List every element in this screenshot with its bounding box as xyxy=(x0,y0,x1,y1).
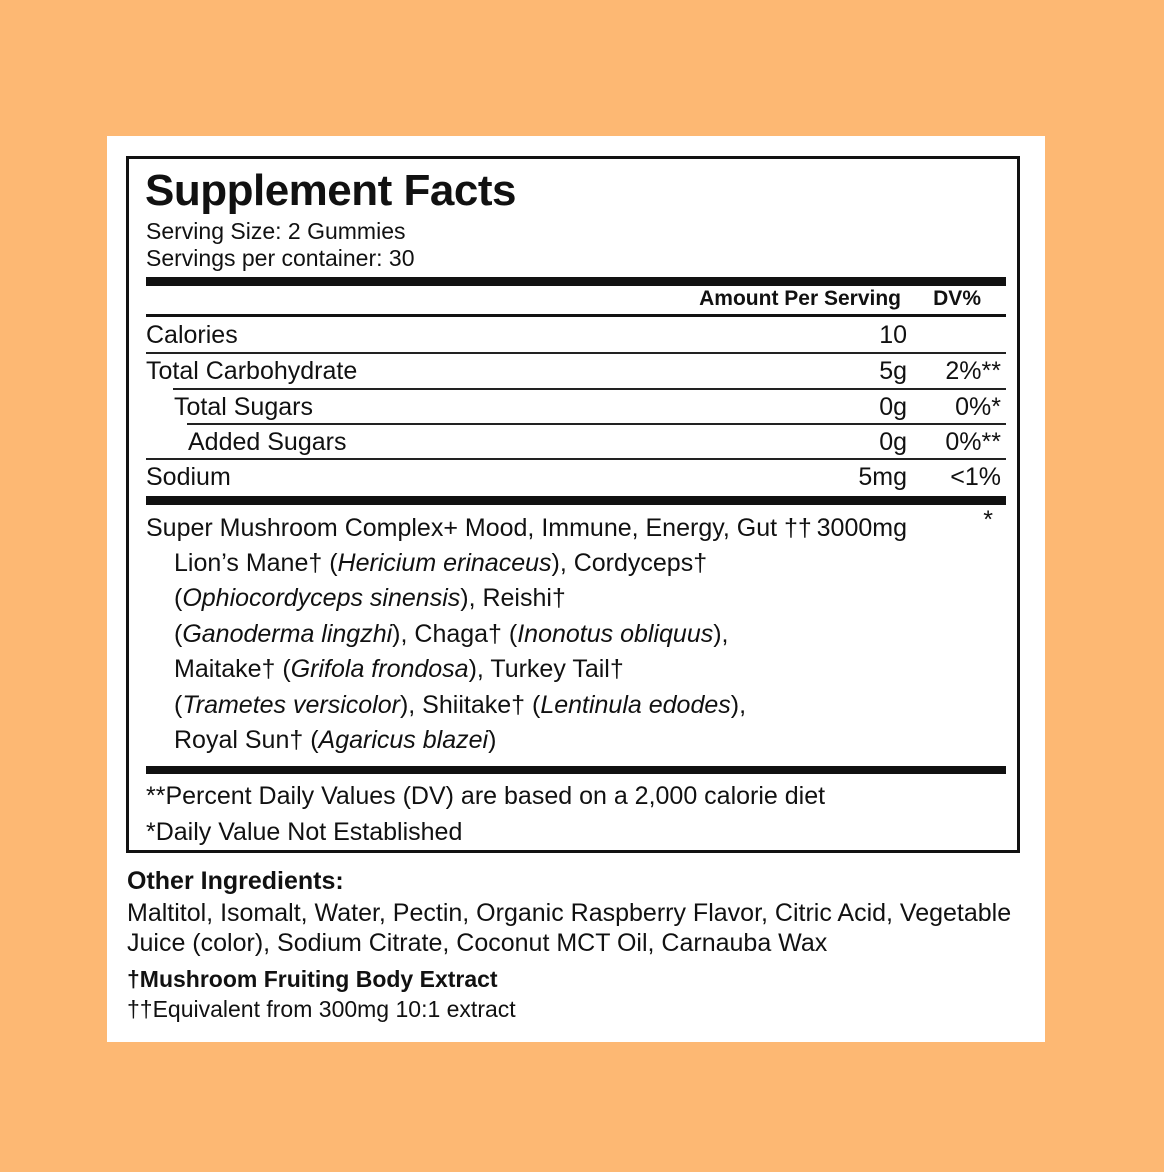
header-dv: DV% xyxy=(933,287,981,310)
other-ingredients-text: Maltitol, Isomalt, Water, Pectin, Organic Raspberry Flavor, Citric Acid, Vegetable Juice (color), Sodium Citrate, Coconut MCT Oil, Carnauba Wax xyxy=(127,899,1012,957)
not-established-footnote: *Daily Value Not Established xyxy=(146,818,463,846)
nutrient-row-total-sugars xyxy=(129,390,1023,424)
dagger-note: †Mushroom Fruiting Body Extract xyxy=(127,966,498,992)
other-ingredients-title: Other Ingredients: xyxy=(127,867,344,895)
blend-ingredient-line: (Ophiocordyceps sinensis), Reishi† xyxy=(174,584,566,612)
nutrient-row-calories xyxy=(129,318,1023,352)
blend-ingredient-line: (Trametes versicolor), Shiitake† (Lentinula edodes), xyxy=(174,691,747,719)
serving-size: Serving Size: 2 Gummies xyxy=(146,218,406,244)
blend-dv: * xyxy=(983,506,993,534)
nutrient-dv: 2%** xyxy=(945,357,1001,385)
nutrient-name: Total Carbohydrate xyxy=(146,357,358,385)
nutrient-row-added-sugars xyxy=(129,425,1023,459)
supplement-label xyxy=(107,136,1045,1042)
nutrient-name: Calories xyxy=(146,321,238,349)
nutrient-row-sodium xyxy=(129,460,1023,494)
nutrient-amount: 0g xyxy=(879,428,907,456)
blend-ingredient-line: Maitake† (Grifola frondosa), Turkey Tail† xyxy=(174,655,624,683)
nutrient-amount: 10 xyxy=(879,321,907,349)
servings-per-container: Servings per container: 30 xyxy=(146,245,415,271)
nutrient-dv: 0%** xyxy=(945,428,1001,456)
thick-divider xyxy=(146,277,1006,286)
blend-ingredient-line: Lion’s Mane† (Hericium erinaceus), Cordyceps† xyxy=(174,549,708,577)
nutrient-name: Total Sugars xyxy=(174,393,313,421)
nutrient-amount: 5mg xyxy=(858,463,907,491)
panel-title: Supplement Facts xyxy=(145,166,516,215)
blend-row xyxy=(129,506,1023,545)
blend-amount: 3000mg xyxy=(816,514,907,542)
nutrient-name: Added Sugars xyxy=(188,428,347,456)
nutrient-dv: <1% xyxy=(950,463,1001,491)
thick-divider xyxy=(146,496,1006,505)
header-amount: Amount Per Serving xyxy=(699,287,901,310)
nutrient-amount: 0g xyxy=(879,393,907,421)
double-dagger-note: ††Equivalent from 300mg 10:1 extract xyxy=(127,996,516,1022)
header-divider xyxy=(146,314,1006,317)
blend-ingredient-line: (Ganoderma lingzhi), Chaga† (Inonotus obliquus), xyxy=(174,620,729,648)
nutrient-amount: 5g xyxy=(879,357,907,385)
dv-footnote: **Percent Daily Values (DV) are based on a 2,000 calorie diet xyxy=(146,782,826,810)
blend-ingredient-line: Royal Sun† (Agaricus blazei) xyxy=(174,726,497,754)
nutrient-row-total-carbohydrate xyxy=(129,354,1023,388)
thick-divider xyxy=(146,766,1006,774)
blend-name: Super Mushroom Complex+ Mood, Immune, Energy, Gut †† xyxy=(146,514,812,542)
nutrient-dv: 0%* xyxy=(955,393,1001,421)
nutrient-name: Sodium xyxy=(146,463,231,491)
supplement-facts-panel xyxy=(126,156,1020,853)
